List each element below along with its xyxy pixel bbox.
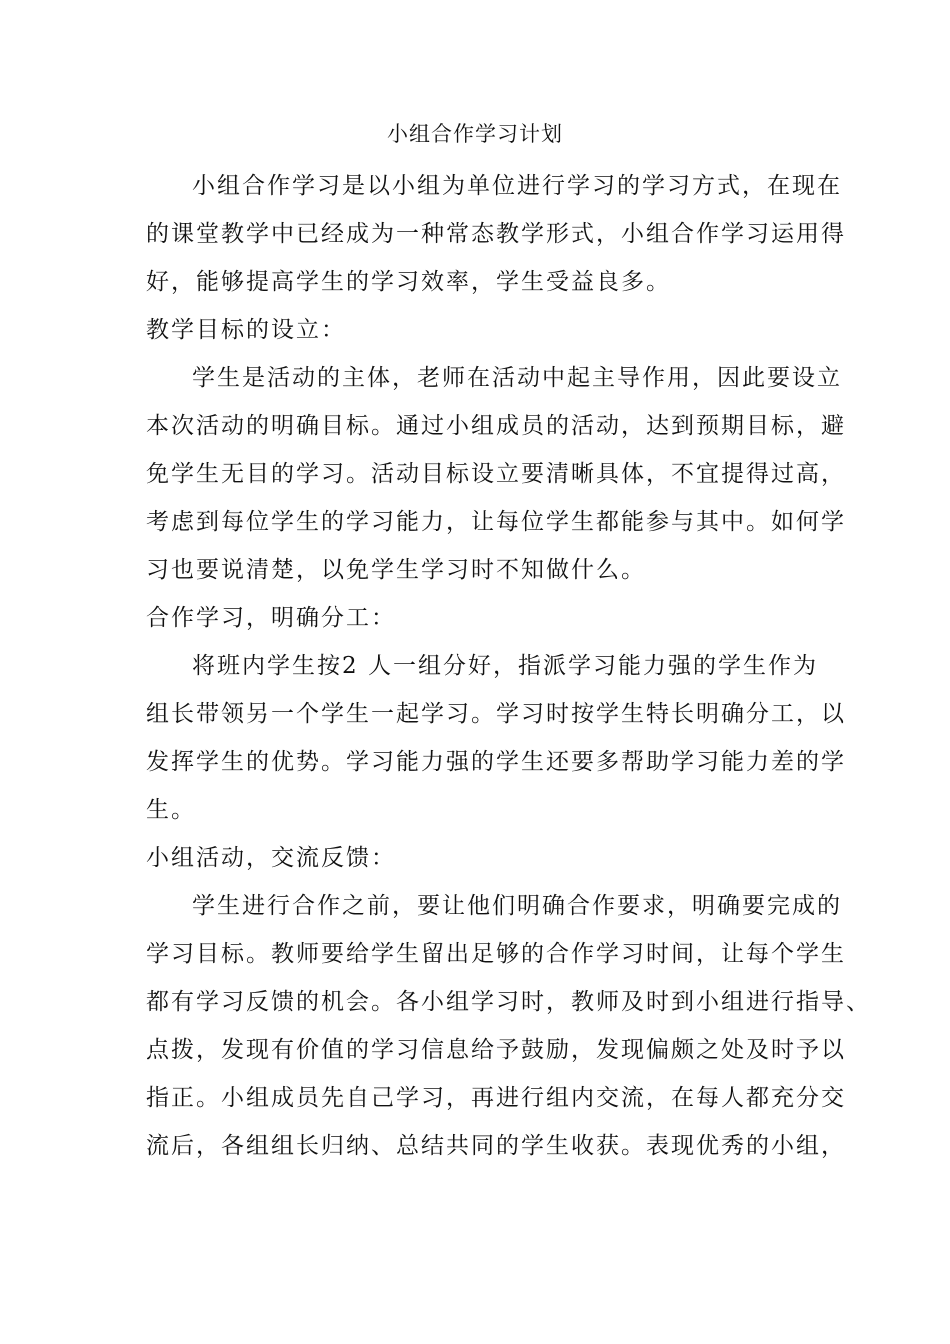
paragraph-line: 发挥学生的优势。学习能力强的学生还要多帮助学习能力差的学 [146,749,846,775]
paragraph-line: 学生进行合作之前，要让他们明确合作要求，明确要完成的 [192,893,842,919]
paragraph-line: 组长带领另一个学生一起学习。学习时按学生特长明确分工，以 [146,701,846,727]
paragraph-line: 指正。小组成员先自己学习，再进行组内交流，在每人都充分交 [146,1085,846,1111]
paragraph-line: 都有学习反馈的机会。各小组学习时，教师及时到小组进行指导、 [146,989,871,1015]
paragraph-line: 点拨，发现有价值的学习信息给予鼓励，发现偏颇之处及时予以 [146,1037,846,1063]
section-heading: 教学目标的设立： [146,317,346,343]
paragraph-line: 生。 [146,797,196,823]
paragraph-line: 流后，各组组长归纳、总结共同的学生收获。表现优秀的小组， [146,1133,846,1159]
paragraph-line: 的课堂教学中已经成为一种常态教学形式，小组合作学习运用得 [146,221,846,247]
paragraph-line: 学习目标。教师要给学生留出足够的合作学习时间，让每个学生 [146,941,846,967]
document-title: 小组合作学习计划 [387,122,563,146]
paragraph-line: 好，能够提高学生的学习效率，学生受益良多。 [146,269,671,295]
paragraph-line: 学生是活动的主体，老师在活动中起主导作用，因此要设立 [192,365,842,391]
paragraph-line: 免学生无目的学习。活动目标设立要清晰具体，不宜提得过高， [146,461,846,487]
paragraph-line: 考虑到每位学生的学习能力，让每位学生都能参与其中。如何学 [146,509,846,535]
section-heading: 小组活动，交流反馈： [146,845,396,871]
section-heading: 合作学习，明确分工： [146,605,396,631]
paragraph-line: 小组合作学习是以小组为单位进行学习的学习方式，在现在 [192,173,842,199]
paragraph-line: 将班内学生按2 人一组分好，指派学习能力强的学生作为 [192,653,818,679]
paragraph-line: 习也要说清楚，以免学生学习时不知做什么。 [146,557,646,583]
paragraph-line: 本次活动的明确目标。通过小组成员的活动，达到预期目标，避 [146,413,846,439]
